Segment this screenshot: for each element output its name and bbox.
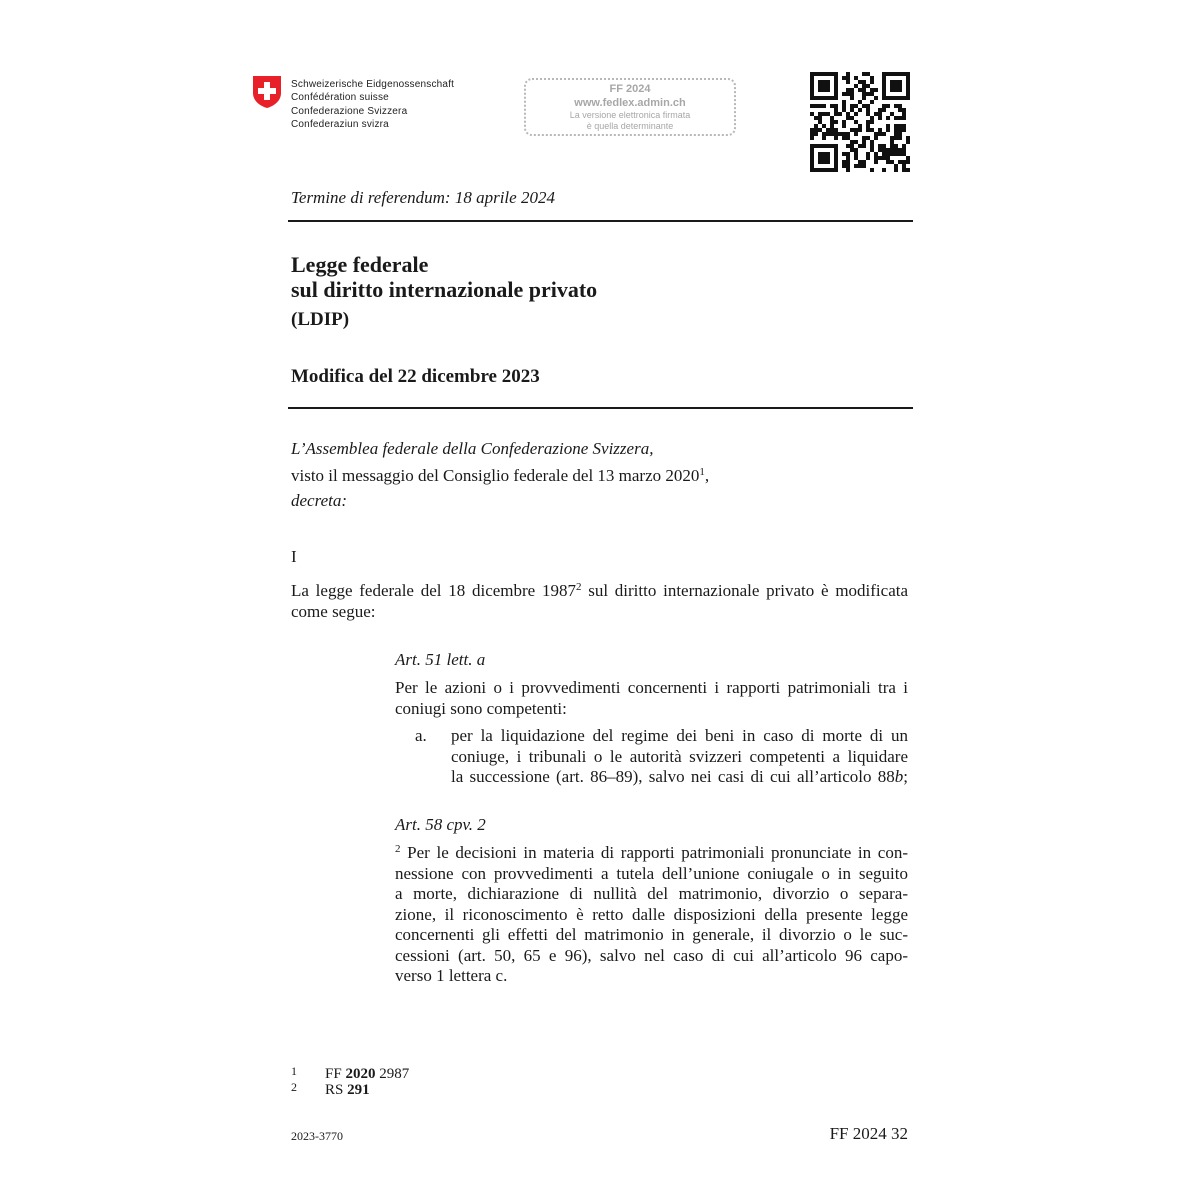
letter-a-text <box>451 726 908 788</box>
swiss-coat-of-arms-icon <box>252 75 282 109</box>
page-reference: FF 2024 32 <box>829 1124 908 1143</box>
stamp-issue: FF 2024 <box>609 83 651 95</box>
qr-code-icon <box>810 72 910 172</box>
footnote-ref-2[interactable]: 2 <box>575 581 582 593</box>
letter-a-suffix: b <box>894 767 904 786</box>
confederation-names <box>291 78 454 132</box>
footnote-ref-number: 291 <box>347 1082 370 1098</box>
letter-a-line-text: la successione (art. 86–89), salvo nei casi di cui all’articolo 88 <box>451 767 895 786</box>
referendum-deadline: Termine di referendum: 18 aprile 2024 <box>291 188 555 207</box>
intro-paragraph <box>291 580 908 622</box>
footnote-ref-1[interactable]: 1 <box>699 466 705 478</box>
article-58-line: cessioni (art. 50, 65 e 96), salvo nel caso di cui all’articolo 96 capo- <box>395 945 908 965</box>
preamble-assembly: L’Assemblea federale della Confederazione Svizzera, <box>291 439 654 458</box>
paragraph-number: 2 <box>395 843 401 855</box>
divider-top <box>288 220 913 222</box>
divider-bottom <box>288 407 913 409</box>
document-number: 2023-3770 <box>291 1129 343 1143</box>
confederation-name-it: Confederazione Svizzera <box>291 105 408 117</box>
article-58-line: verso 1 lettera c. <box>395 966 508 985</box>
publication-stamp <box>524 78 736 136</box>
confederation-name-fr: Confédération suisse <box>291 92 389 104</box>
letter-a-line: coniuge, i tribunali o le autorità svizzeri competenti a liquidare <box>451 746 908 766</box>
article-51-line: Per le azioni o i provvedimenti concernenti i rapporti patrimoniali tra i <box>395 678 908 697</box>
footnote-year: 2020 <box>345 1066 376 1082</box>
letter-a-line <box>451 767 908 788</box>
title-line-1: Legge federale <box>291 252 429 277</box>
article-58-line-text: Per le decisioni in materia di rapporti patrimoniali pronunciate in con- <box>400 843 908 862</box>
article-58-line: a morte, dichiarazione di nullità del matrimonio, divorzio o separa- <box>395 884 908 903</box>
article-51-heading: Art. 51 lett. a <box>395 650 486 669</box>
page-title <box>291 252 597 302</box>
stamp-note-2: è quella determinante <box>586 121 674 131</box>
intro-text-2: sul diritto internazionale privato è modificata <box>581 581 909 600</box>
stamp-url: www.fedlex.admin.ch <box>574 97 686 109</box>
stamp-note-1: La versione elettronica firmata <box>569 110 691 120</box>
letter-a-end: ; <box>903 767 908 786</box>
article-58-heading: Art. 58 cpv. 2 <box>395 815 486 834</box>
preamble-decree: decreta: <box>291 491 348 510</box>
footnote-number: 2 <box>291 1080 297 1094</box>
section-number: I <box>291 547 297 566</box>
letter-marker: a. <box>415 726 427 745</box>
intro-line-1 <box>291 580 908 601</box>
preamble-message <box>291 465 709 486</box>
article-58-line: nessione con provvedimenti a tutela dell’unione coniugale o in seguito <box>395 863 908 883</box>
preamble-message-text: visto il messaggio del Consiglio federale del 13 marzo 2020 <box>291 466 700 485</box>
article-51-text <box>395 678 908 719</box>
intro-text-1: La legge federale del 18 dicembre 1987 <box>291 581 576 600</box>
footnote-prefix: FF <box>325 1066 346 1082</box>
footnote-2 <box>291 1080 370 1098</box>
confederation-name-de: Schweizerische Eidgenossenschaft <box>291 79 455 90</box>
article-58-line <box>395 843 908 864</box>
article-58-line: concernenti gli effetti del matrimonio in generale, il divorzio o le suc- <box>395 925 908 944</box>
confederation-name-rm: Confederaziun svizra <box>291 119 389 131</box>
footnote-suffix: 2987 <box>375 1066 410 1082</box>
article-58-line: zione, il riconoscimento è retto dalle disposizioni della presente legge <box>395 904 908 924</box>
intro-line-2: come segue: <box>291 602 376 621</box>
article-51-line: coniugi sono competenti: <box>395 698 567 718</box>
article-58-text <box>395 843 908 987</box>
footnote-number: 1 <box>291 1064 297 1078</box>
letter-a-line: per la liquidazione del regime dei beni in caso di morte di un <box>451 726 908 745</box>
title-line-2: sul diritto internazionale privato <box>291 277 598 302</box>
amendment-date: Modifica del 22 dicembre 2023 <box>291 366 540 387</box>
footnote-prefix: RS <box>325 1082 348 1098</box>
preamble-message-end: , <box>704 466 710 485</box>
law-abbreviation: (LDIP) <box>291 309 350 330</box>
